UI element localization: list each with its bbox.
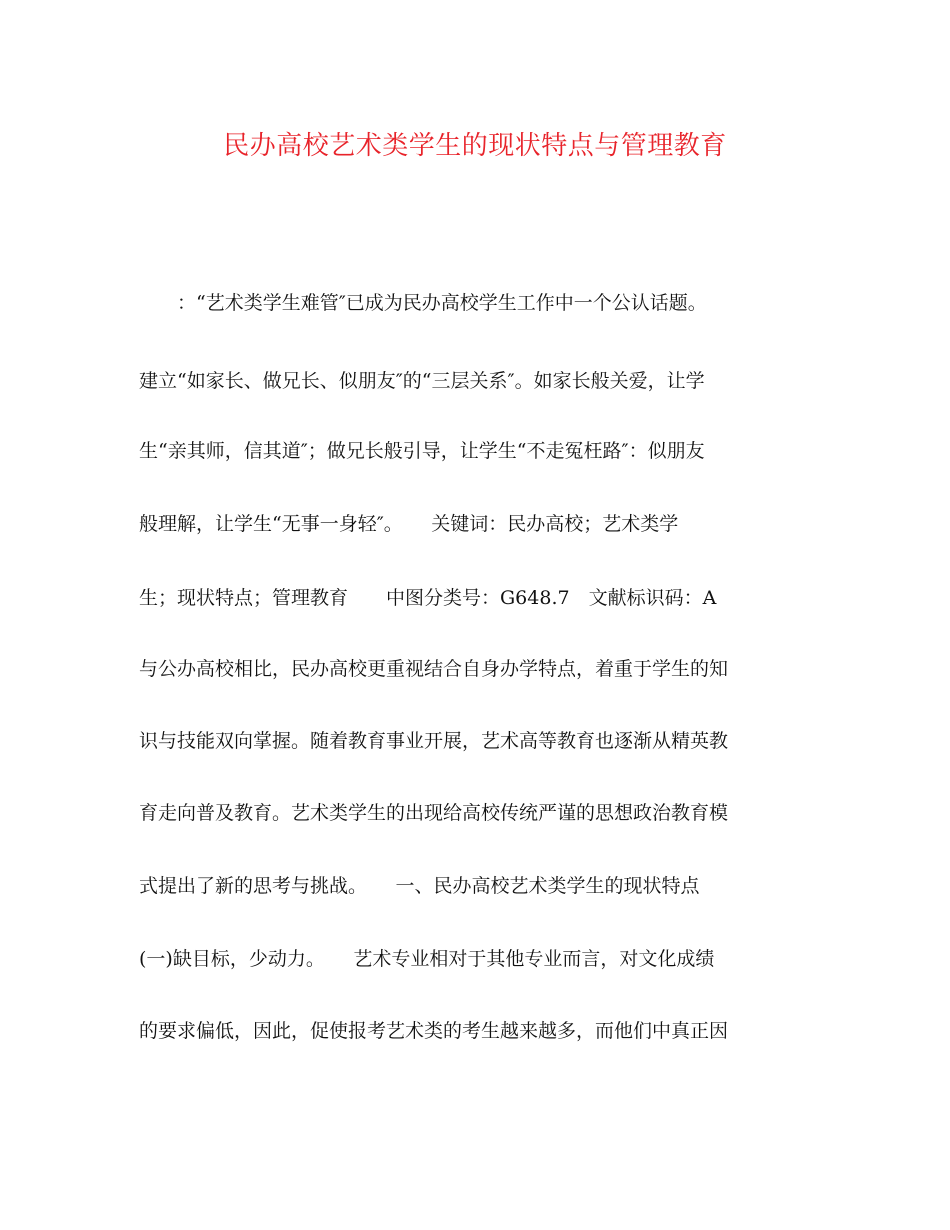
body-line-2: 建立“如家长、做兄长、似朋友″的“三层关系″。如家长般关爱，让学: [139, 370, 705, 392]
document-title: 民办高校艺术类学生的现状特点与管理教育: [223, 131, 727, 161]
body-line-10: (一)缺目标，少动力。 艺术专业相对于其他专业而言，对文化成绩: [139, 948, 715, 970]
body-line-9: 式提出了新的思考与挑战。 一、民办高校艺术类学生的现状特点: [139, 875, 700, 897]
body-line-6: 与公办高校相比，民办高校更重视结合自身办学特点，着重于学生的知: [139, 658, 729, 680]
body-line-5: 生；现状特点；管理教育 中图分类号：G648.7 文献标识码：A: [139, 587, 717, 609]
body-line-11: 的要求偏低，因此，促使报考艺术类的考生越来越多，而他们中真正因: [139, 1020, 729, 1042]
body-line-7: 识与技能双向掌握。随着教育事业开展，艺术高等教育也逐渐从精英教: [139, 730, 729, 752]
body-line-8: 育走向普及教育。艺术类学生的出现给高校传统严谨的思想政治教育模: [139, 802, 729, 824]
body-line-3: 生“亲其师，信其道″；做兄长般引导，让学生“不走冤枉路″：似朋友: [139, 440, 705, 462]
body-line-4: 般理解，让学生“无事一身轻″。 关键词：民办高校；艺术类学: [139, 513, 679, 535]
body-line-1: ：“艺术类学生难管″已成为民办高校学生工作中一个公认话题。: [139, 292, 707, 314]
